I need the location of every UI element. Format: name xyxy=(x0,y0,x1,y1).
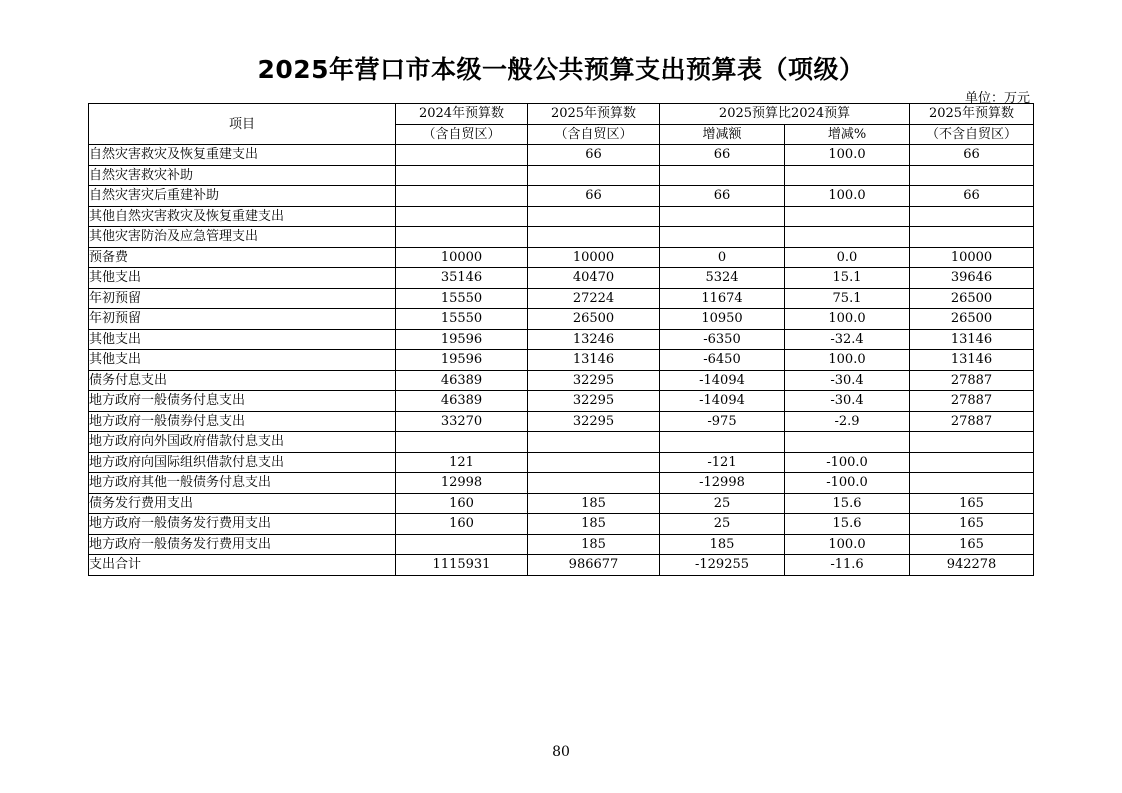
cell-2025-excl: 39646 xyxy=(910,268,1034,289)
cell-2025-excl: 27887 xyxy=(910,391,1034,412)
header-item: 项目 xyxy=(89,104,396,145)
cell-diff: 66 xyxy=(660,145,785,166)
cell-pct: 0.0 xyxy=(785,247,910,268)
table-row xyxy=(89,370,1034,391)
cell-2025: 27224 xyxy=(528,288,660,309)
cell-2024 xyxy=(396,186,528,207)
budget-table xyxy=(88,103,1034,576)
cell-2025: 32295 xyxy=(528,391,660,412)
cell-diff: 25 xyxy=(660,493,785,514)
cell-pct: -30.4 xyxy=(785,370,910,391)
row-item-name: 其他支出 xyxy=(89,350,396,371)
cell-2025-excl: 27887 xyxy=(910,370,1034,391)
cell-2025 xyxy=(528,473,660,494)
cell-diff: -12998 xyxy=(660,473,785,494)
row-item-name: 年初预留 xyxy=(89,309,396,330)
row-item-name: 年初预留 xyxy=(89,288,396,309)
table-row xyxy=(89,411,1034,432)
cell-2025-excl: 165 xyxy=(910,534,1034,555)
row-item-name: 自然灾害救灾及恢复重建支出 xyxy=(89,145,396,166)
header-2024-sub: （含自贸区） xyxy=(396,124,528,145)
cell-2025: 66 xyxy=(528,186,660,207)
cell-2024: 33270 xyxy=(396,411,528,432)
table-row xyxy=(89,432,1034,453)
row-item-name: 支出合计 xyxy=(89,555,396,576)
row-item-name: 其他支出 xyxy=(89,268,396,289)
cell-2024: 19596 xyxy=(396,350,528,371)
cell-diff: -129255 xyxy=(660,555,785,576)
cell-diff xyxy=(660,206,785,227)
cell-2024 xyxy=(396,165,528,186)
table-row xyxy=(89,227,1034,248)
row-item-name: 其他灾害防治及应急管理支出 xyxy=(89,227,396,248)
cell-diff: 25 xyxy=(660,514,785,535)
cell-2025-excl xyxy=(910,206,1034,227)
cell-2024 xyxy=(396,534,528,555)
row-item-name: 地方政府一般债务发行费用支出 xyxy=(89,514,396,535)
cell-pct xyxy=(785,227,910,248)
table-row xyxy=(89,165,1034,186)
table-row xyxy=(89,391,1034,412)
cell-pct: -32.4 xyxy=(785,329,910,350)
row-item-name: 地方政府一般债务付息支出 xyxy=(89,391,396,412)
cell-2025 xyxy=(528,206,660,227)
cell-diff xyxy=(660,432,785,453)
cell-2024 xyxy=(396,432,528,453)
cell-pct: 100.0 xyxy=(785,309,910,330)
cell-pct: 100.0 xyxy=(785,350,910,371)
row-item-name: 地方政府其他一般债务付息支出 xyxy=(89,473,396,494)
cell-2025-excl: 165 xyxy=(910,493,1034,514)
header-compare: 2025预算比2024预算 xyxy=(660,104,910,125)
cell-2025: 10000 xyxy=(528,247,660,268)
unit-label: 单位：万元 xyxy=(964,91,1030,106)
cell-pct: 100.0 xyxy=(785,186,910,207)
cell-2025 xyxy=(528,452,660,473)
cell-pct xyxy=(785,432,910,453)
table-row xyxy=(89,452,1034,473)
cell-2024 xyxy=(396,145,528,166)
cell-2025 xyxy=(528,432,660,453)
table-row xyxy=(89,514,1034,535)
cell-diff: -6350 xyxy=(660,329,785,350)
cell-2025: 986677 xyxy=(528,555,660,576)
row-item-name: 债务发行费用支出 xyxy=(89,493,396,514)
cell-2025-excl xyxy=(910,473,1034,494)
table-row xyxy=(89,186,1034,207)
cell-diff: 11674 xyxy=(660,288,785,309)
row-item-name: 地方政府一般债务发行费用支出 xyxy=(89,534,396,555)
cell-2025-excl: 13146 xyxy=(910,329,1034,350)
cell-2024 xyxy=(396,227,528,248)
cell-2024: 160 xyxy=(396,514,528,535)
row-item-name: 地方政府向国际组织借款付息支出 xyxy=(89,452,396,473)
cell-2025-excl: 26500 xyxy=(910,309,1034,330)
header-2025-sub: （含自贸区） xyxy=(528,124,660,145)
cell-diff: -6450 xyxy=(660,350,785,371)
table-row xyxy=(89,309,1034,330)
cell-2024: 1115931 xyxy=(396,555,528,576)
table-row xyxy=(89,288,1034,309)
row-item-name: 预备费 xyxy=(89,247,396,268)
header-2025: 2025年预算数 xyxy=(528,104,660,125)
table-row xyxy=(89,268,1034,289)
cell-2025: 185 xyxy=(528,534,660,555)
cell-diff: 10950 xyxy=(660,309,785,330)
cell-pct xyxy=(785,206,910,227)
cell-2024: 10000 xyxy=(396,247,528,268)
cell-2025: 185 xyxy=(528,493,660,514)
cell-2025: 40470 xyxy=(528,268,660,289)
cell-2025-excl: 66 xyxy=(910,145,1034,166)
header-2024: 2024年预算数 xyxy=(396,104,528,125)
cell-2025-excl: 26500 xyxy=(910,288,1034,309)
table-row xyxy=(89,329,1034,350)
table-row xyxy=(89,247,1034,268)
cell-2025 xyxy=(528,227,660,248)
cell-diff: -14094 xyxy=(660,370,785,391)
cell-diff: 5324 xyxy=(660,268,785,289)
cell-2024: 46389 xyxy=(396,370,528,391)
cell-2024: 15550 xyxy=(396,309,528,330)
cell-2025-excl xyxy=(910,227,1034,248)
cell-2025: 26500 xyxy=(528,309,660,330)
cell-pct: -11.6 xyxy=(785,555,910,576)
cell-2025: 32295 xyxy=(528,411,660,432)
row-item-name: 其他自然灾害救灾及恢复重建支出 xyxy=(89,206,396,227)
cell-pct: 15.6 xyxy=(785,493,910,514)
header-inc-pct: 增减% xyxy=(785,124,910,145)
cell-diff xyxy=(660,165,785,186)
header-2025-excl-sub: （不含自贸区） xyxy=(910,124,1034,145)
table-row xyxy=(89,555,1034,576)
cell-2025: 13246 xyxy=(528,329,660,350)
header-2025-excl: 2025年预算数 xyxy=(910,104,1034,125)
cell-2024: 121 xyxy=(396,452,528,473)
cell-diff: 185 xyxy=(660,534,785,555)
cell-pct: 75.1 xyxy=(785,288,910,309)
header-inc-amount: 增减额 xyxy=(660,124,785,145)
cell-pct: 100.0 xyxy=(785,145,910,166)
cell-2025-excl: 165 xyxy=(910,514,1034,535)
cell-2024 xyxy=(396,206,528,227)
table-body xyxy=(89,145,1034,576)
cell-2024: 46389 xyxy=(396,391,528,412)
cell-2025-excl: 27887 xyxy=(910,411,1034,432)
cell-2025-excl: 10000 xyxy=(910,247,1034,268)
cell-diff: -14094 xyxy=(660,391,785,412)
cell-2025: 13146 xyxy=(528,350,660,371)
cell-2025: 185 xyxy=(528,514,660,535)
cell-diff: -975 xyxy=(660,411,785,432)
row-item-name: 债务付息支出 xyxy=(89,370,396,391)
cell-2025-excl xyxy=(910,452,1034,473)
page-title: 2025年营口市本级一般公共预算支出预算表（项级） xyxy=(257,55,865,84)
cell-2025-excl xyxy=(910,432,1034,453)
table-row xyxy=(89,473,1034,494)
cell-2025-excl: 66 xyxy=(910,186,1034,207)
row-item-name: 地方政府向外国政府借款付息支出 xyxy=(89,432,396,453)
cell-diff: 0 xyxy=(660,247,785,268)
cell-2024: 160 xyxy=(396,493,528,514)
cell-2025: 32295 xyxy=(528,370,660,391)
cell-pct: 100.0 xyxy=(785,534,910,555)
cell-diff xyxy=(660,227,785,248)
cell-pct: 15.6 xyxy=(785,514,910,535)
cell-pct: 15.1 xyxy=(785,268,910,289)
cell-2024: 35146 xyxy=(396,268,528,289)
cell-diff: 66 xyxy=(660,186,785,207)
cell-pct: -100.0 xyxy=(785,473,910,494)
cell-diff: -121 xyxy=(660,452,785,473)
cell-2025: 66 xyxy=(528,145,660,166)
cell-2024: 12998 xyxy=(396,473,528,494)
cell-pct xyxy=(785,165,910,186)
table-row xyxy=(89,206,1034,227)
row-item-name: 地方政府一般债券付息支出 xyxy=(89,411,396,432)
cell-2024: 19596 xyxy=(396,329,528,350)
table-row xyxy=(89,534,1034,555)
cell-2025-excl: 13146 xyxy=(910,350,1034,371)
row-item-name: 其他支出 xyxy=(89,329,396,350)
table-row xyxy=(89,145,1034,166)
cell-2025-excl xyxy=(910,165,1034,186)
table-row xyxy=(89,350,1034,371)
cell-2025-excl: 942278 xyxy=(910,555,1034,576)
cell-pct: -30.4 xyxy=(785,391,910,412)
page-number: 80 xyxy=(552,744,570,760)
row-item-name: 自然灾害救灾补助 xyxy=(89,165,396,186)
cell-pct: -2.9 xyxy=(785,411,910,432)
table-header xyxy=(89,104,1034,145)
cell-2024: 15550 xyxy=(396,288,528,309)
cell-pct: -100.0 xyxy=(785,452,910,473)
cell-2025 xyxy=(528,165,660,186)
table-row xyxy=(89,493,1034,514)
row-item-name: 自然灾害灾后重建补助 xyxy=(89,186,396,207)
